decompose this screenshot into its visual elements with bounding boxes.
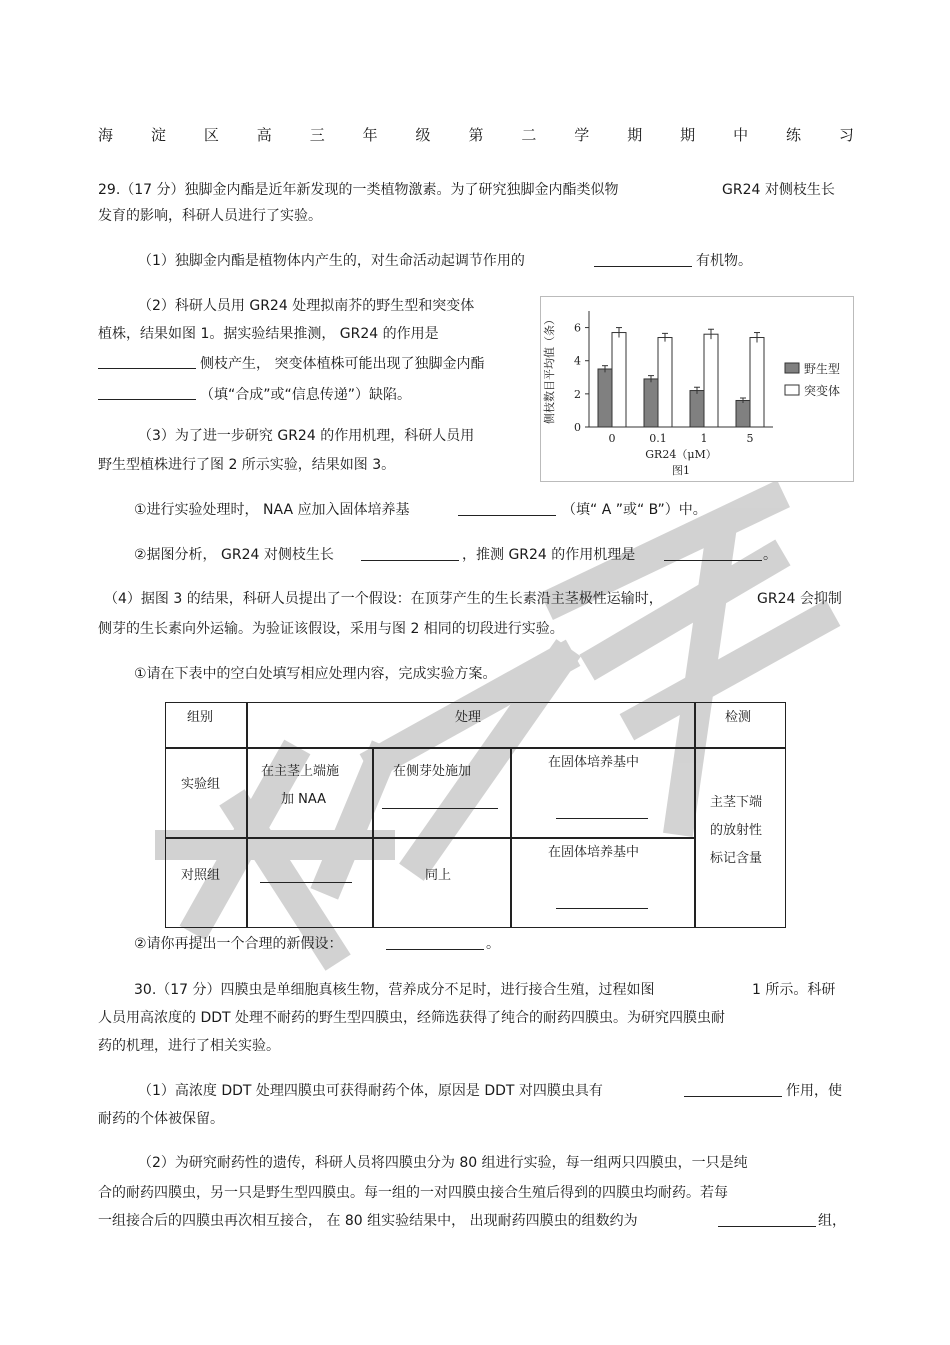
title-char: 区 [203,126,219,144]
q29-part4-line1b: GR24 会抑制 [757,591,842,607]
q30-line1b: 1 所示。科研 [752,982,836,998]
title-char: 级 [415,126,431,144]
bar-mutant [704,334,718,427]
q29-part2-line4: （填“合成”或“信息传递”）缺陷。 [200,387,412,403]
x-tick-label: 5 [746,432,754,445]
table-row1-c3-text: 在固体培养基中 [548,755,640,770]
table-row2-c3-text: 在固体培养基中 [548,845,640,860]
q30-part1-end: 作用，使 [786,1083,842,1099]
q29-part1-text: （1）独脚金内酯是植物体内产生的，对生命活动起调节作用的 [138,253,525,269]
q29-part2-blank2 [98,385,196,400]
q29-step2-end: 。 [763,547,777,563]
y-tick-label: 4 [574,354,581,368]
bar-wildtype [736,400,750,427]
q29-intro-line2: 发育的影响，科研人员进行了实验。 [98,208,322,224]
q29-part3-line2: 野生型植株进行了图 2 所示实验，结果如图 3。 [98,457,396,473]
title-char: 三 [309,126,325,144]
table-row1-c2-text: 在侧芽处施加 [393,764,472,779]
q29-part4-line1: （4）据图 3 的结果，科研人员提出了一个假设：在顶芽产生的生长素沿主茎极性运输时， [104,591,663,607]
legend-swatch [785,385,799,395]
bar-wildtype [644,379,658,427]
q29-part2-line2: 植株，结果如图 1。据实验结果推测， GR24 的作用是 [98,326,439,342]
q29-part1-end: 有机物。 [696,253,752,269]
q30-part2-end: 组， [818,1213,846,1229]
table-header-group-text: 组别 [187,710,214,725]
bar-mutant [750,338,764,427]
title-char: 练 [785,126,801,144]
table-row2-label: 对照组 [181,868,221,883]
table-header-treatment-text: 处理 [455,710,482,725]
q29-step2-text: ②据图分析， GR24 对侧枝生长 [134,547,334,563]
title-char: 中 [733,126,749,144]
x-axis-label: GR24（μM） [645,448,717,461]
title-char: 海 [98,126,114,144]
q29-step1-text: ①进行实验处理时， NAA 应加入固体培养基 [134,502,410,518]
title-char: 期 [680,126,696,144]
legend-swatch [785,363,799,373]
table-cell-row1-c2 [372,747,512,839]
q29-step4-text: ②请你再提出一个合理的新假设： [134,936,343,952]
table-row1-c1-line2: 加 NAA [281,792,327,807]
q29-intro-line1: 29.（17 分）独脚金内酯是近年新发现的一类植物激素。为了研究独脚金内酯类似物 [98,182,619,198]
q30-line1: 30.（17 分）四膜虫是单细胞真核生物，营养成分不足时，进行接合生殖，过程如图 [134,982,655,998]
table-detect-line2: 的放射性 [710,823,763,838]
title-char: 淀 [150,126,166,144]
q29-step2-blank1 [361,546,459,561]
q29-step4-blank [386,935,484,950]
bar-mutant [658,338,672,427]
q30-part2-line2: 合的耐药四膜虫，另一只是野生型四膜虫。每一组的一对四膜虫接合生殖后得到的四膜虫均耐药。若每 [98,1185,728,1201]
table-header-detect-text: 检测 [725,710,752,725]
q30-part1-line2: 耐药的个体被保留。 [98,1111,224,1127]
title-char: 二 [521,126,537,144]
q29-part3-line1: （3）为了进一步研究 GR24 的作用机理，科研人员用 [138,428,475,444]
page-title [98,124,854,145]
title-char: 高 [256,126,272,144]
x-tick-label: 0 [608,432,616,445]
chart-title: 图1 [672,464,690,477]
figure1-chart [540,296,854,482]
q29-step1-end: （填“ A ”或“ B”）中。 [562,502,707,518]
bar-wildtype [690,391,704,427]
q30-line3: 药的机理，进行了相关实验。 [98,1038,280,1054]
q29-intro-line1b: GR24 对侧枝生长 [722,182,835,198]
y-tick-label: 0 [574,421,581,434]
table-row2-c3-blank [556,894,648,909]
legend-label: 野生型 [804,362,841,376]
table-row1-c1-line1: 在主茎上端施 [261,764,340,779]
q30-part2-line1: （2）为研究耐药性的遗传，科研人员将四膜虫分为 80 组进行实验，每一组两只四膜虫，一只是纯 [138,1155,748,1171]
title-char: 习 [838,126,854,144]
q29-step2-mid: ，推测 GR24 的作用机理是 [462,547,636,563]
q30-part2-blank [718,1212,816,1227]
y-tick-label: 6 [574,321,581,335]
y-tick-label: 2 [574,387,581,401]
bar-mutant [612,333,626,427]
q29-part2-blank1 [98,354,196,369]
q29-step4-end: 。 [486,936,500,952]
q29-part4-line2: 侧芽的生长素向外运输。为验证该假设，采用与图 2 相同的切段进行实验。 [98,621,564,637]
q29-part2-line1: （2）科研人员用 GR24 处理拟南芥的野生型和突变体 [138,298,475,314]
q29-part1-blank [594,252,692,267]
q30-part1-blank [684,1082,782,1097]
title-char: 第 [468,126,484,144]
q29-step1-blank [458,501,556,516]
q30-part2-line3: 一组接合后的四膜虫再次相互接合， 在 80 组实验结果中， 出现耐药四膜虫的组数约为 [98,1213,638,1229]
table-detect-line3: 标记含量 [710,851,763,866]
table-row1-c3-blank [556,804,648,819]
title-char: 期 [627,126,643,144]
q30-line2: 人员用高浓度的 DDT 处理不耐药的野生型四膜虫，经筛选获得了纯合的耐药四膜虫。为研究四膜虫耐 [98,1010,726,1026]
y-axis-label: 侧枝数目平均值（条） [543,314,556,424]
q29-step3-text: ①请在下表中的空白处填写相应处理内容，完成实验方案。 [134,666,497,682]
q29-step2-blank2 [664,546,762,561]
q30-part1-text: （1）高浓度 DDT 处理四膜虫可获得耐药个体，原因是 DDT 对四膜虫具有 [138,1083,603,1099]
x-tick-label: 1 [700,432,708,445]
q29-part2-line3: 侧枝产生， 突变体植株可能出现了独脚金内酯 [200,356,485,372]
table-row1-c2-blank [382,794,498,809]
table-row1-label: 实验组 [181,777,221,792]
experiment-table [165,702,786,928]
bar-wildtype [598,369,612,427]
x-tick-label: 0.1 [649,432,667,445]
legend-label: 突变体 [804,384,841,398]
table-row2-c1-blank [260,868,352,883]
table-row2-c2-text: 同上 [425,868,452,883]
title-char: 年 [362,126,378,144]
title-char: 学 [574,126,590,144]
table-detect-line1: 主茎下端 [710,795,763,810]
